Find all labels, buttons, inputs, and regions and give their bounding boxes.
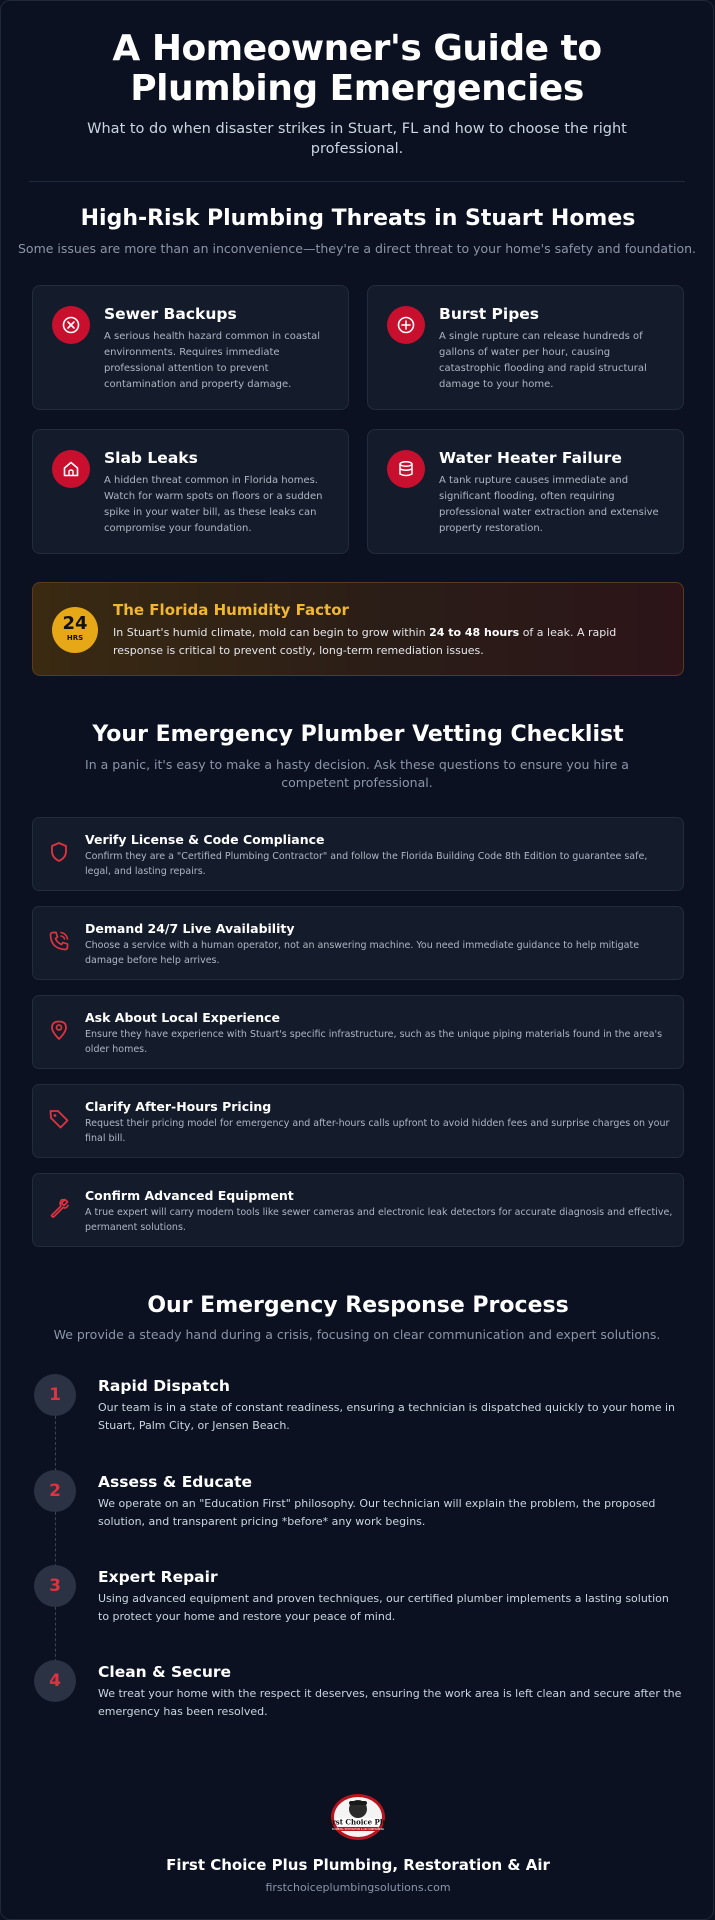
checklist-item-text: Choose a service with a human operator, not an answering machine. You need immediate guidance to help mitigate damage before help arrives. bbox=[85, 940, 640, 966]
step-title: Rapid Dispatch bbox=[98, 1377, 230, 1395]
threat-text: A serious health hazard common in coastal environments. Requires immediate professional attention to prevent contamination and property damage. bbox=[104, 331, 321, 390]
humidity-text bbox=[113, 624, 669, 660]
threat-title: Water Heater Failure bbox=[439, 449, 622, 467]
circle-x-icon bbox=[52, 306, 90, 344]
step-text: We operate on an "Education First" philosophy. Our technician will explain the problem, the proposed solution, and transparent pricing *before* any work begins. bbox=[98, 1497, 656, 1528]
threat-title: Sewer Backups bbox=[104, 305, 237, 323]
humidity-text-highlight: 24 to 48 hours bbox=[429, 626, 520, 639]
process-subtitle: We provide a steady hand during a crisis, focusing on clear communication and expert solutions. bbox=[53, 1327, 661, 1342]
checklist-item-equipment bbox=[32, 1173, 684, 1247]
process-connector bbox=[55, 1512, 56, 1567]
circle-plus-icon bbox=[387, 306, 425, 344]
step-number: 1 bbox=[34, 1374, 76, 1416]
water-heater-icon bbox=[387, 450, 425, 488]
process-connector bbox=[55, 1416, 56, 1471]
process-connector bbox=[55, 1607, 56, 1662]
company-logo bbox=[324, 1792, 392, 1842]
price-tag-icon bbox=[47, 1107, 71, 1131]
checklist-subtitle: In a panic, it's easy to make a hasty decision. Ask these questions to ensure you hire a competent professional. bbox=[85, 757, 629, 790]
step-text: Our team is in a state of constant readiness, ensuring a technician is dispatched quickly to your home in Stuart, Palm City, or Jensen Beach. bbox=[98, 1401, 676, 1432]
threat-card-burst-pipes bbox=[367, 285, 684, 410]
hours-badge-number: 24 bbox=[62, 613, 88, 634]
hours-badge-unit: HRS bbox=[66, 634, 84, 642]
checklist-item-title: Ask About Local Experience bbox=[85, 1010, 280, 1025]
header bbox=[1, 1, 713, 182]
step-number: 4 bbox=[34, 1660, 76, 1702]
checklist-item-text: A true expert will carry modern tools like sewer cameras and electronic leak detectors for accurate diagnosis and effective, permanent solutions. bbox=[85, 1207, 673, 1233]
threat-text: A hidden threat common in Florida homes. Watch for warm spots on floors or a sudden spike in your water bill, as these leaks can compromise your foundation. bbox=[104, 475, 323, 534]
step-title: Assess & Educate bbox=[98, 1473, 253, 1491]
page-title: A Homeowner's Guide to Plumbing Emergencies bbox=[112, 28, 602, 109]
company-name: First Choice Plus Plumbing, Restoration & Air bbox=[166, 1856, 550, 1874]
divider bbox=[29, 181, 685, 182]
threat-card-slab-leaks bbox=[32, 429, 349, 554]
map-pin-icon bbox=[47, 1018, 71, 1042]
company-website[interactable]: firstchoiceplumbingsolutions.com bbox=[265, 1881, 451, 1894]
checklist-item-license bbox=[32, 817, 684, 891]
checklist-item-text: Request their pricing model for emergency and after-hours calls upfront to avoid hidden fees and surprise charges on your final bill. bbox=[85, 1118, 670, 1144]
threat-text: A single rupture can release hundreds of gallons of water per hour, causing catastrophic flooding and rapid structural damage to your home. bbox=[439, 331, 647, 390]
hours-badge bbox=[52, 607, 98, 653]
checklist-item-text: Ensure they have experience with Stuart's specific infrastructure, such as the unique piping materials found in the area's older homes. bbox=[85, 1029, 663, 1055]
step-title: Expert Repair bbox=[98, 1568, 218, 1586]
humidity-callout bbox=[32, 582, 684, 676]
threat-card-sewer-backups bbox=[32, 285, 349, 410]
humidity-text-start: In Stuart's humid climate, mold can begin to grow within bbox=[113, 626, 430, 639]
checklist-item-title: Demand 24/7 Live Availability bbox=[85, 921, 295, 936]
logo-tagline: PLUMBING, RESTORATION & AIR CONDITIONING bbox=[331, 1828, 385, 1832]
step-number: 3 bbox=[34, 1565, 76, 1607]
threats-title: High-Risk Plumbing Threats in Stuart Homes bbox=[80, 206, 636, 231]
threat-title: Slab Leaks bbox=[104, 449, 198, 467]
shield-icon bbox=[47, 840, 71, 864]
step-title: Clean & Secure bbox=[98, 1663, 232, 1681]
threat-card-water-heater bbox=[367, 429, 684, 554]
humidity-title: The Florida Humidity Factor bbox=[113, 601, 349, 619]
checklist-item-title: Confirm Advanced Equipment bbox=[85, 1188, 294, 1203]
threat-title: Burst Pipes bbox=[439, 305, 540, 323]
wrench-icon bbox=[47, 1196, 71, 1220]
process-title: Our Emergency Response Process bbox=[147, 1293, 569, 1318]
step-text: Using advanced equipment and proven techniques, our certified plumber implements a lasting solution to protect your home and restore your peace of mind. bbox=[98, 1592, 669, 1623]
checklist-item-availability bbox=[32, 906, 684, 980]
phone-icon bbox=[47, 929, 71, 953]
threat-text: A tank rupture causes immediate and significant flooding, often requiring professional water extraction and extensive property restoration. bbox=[439, 475, 659, 534]
checklist-item-local-experience bbox=[32, 995, 684, 1069]
threats-subtitle: Some issues are more than an inconvenience—they're a direct threat to your home's safety and foundation. bbox=[17, 241, 696, 256]
page-subtitle: What to do when disaster strikes in Stuart, FL and how to choose the right professional. bbox=[87, 121, 627, 157]
checklist-item-text: Confirm they are a "Certified Plumbing Contractor" and follow the Florida Building Code 8th Edition to guarantee safe, legal, and lasting repairs. bbox=[85, 851, 648, 877]
checklist-item-title: Verify License & Code Compliance bbox=[85, 832, 325, 847]
house-icon bbox=[52, 450, 90, 488]
humidity-text-end: of a leak. A rapid response is critical to prevent costly, long-term remediation issues. bbox=[113, 626, 617, 657]
logo-wordmark: First Choice Plus bbox=[324, 1817, 392, 1827]
step-number: 2 bbox=[34, 1470, 76, 1512]
checklist-item-pricing bbox=[32, 1084, 684, 1158]
checklist-title: Your Emergency Plumber Vetting Checklist bbox=[92, 722, 624, 747]
step-text: We treat your home with the respect it deserves, ensuring the work area is left clean and secure after the emergency has been resolved. bbox=[98, 1687, 682, 1718]
checklist-item-title: Clarify After-Hours Pricing bbox=[85, 1099, 272, 1114]
